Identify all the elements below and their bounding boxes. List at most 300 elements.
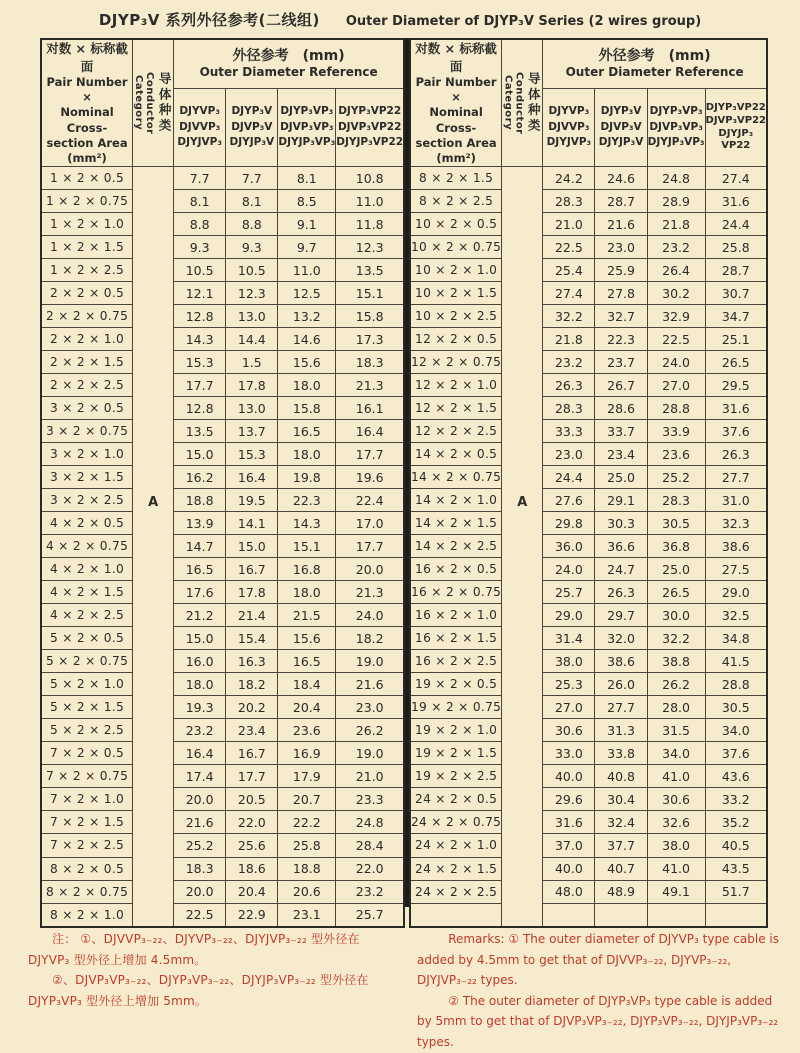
diameter-value-cell: 8.1 [174, 190, 226, 213]
pair-spec-cell: 14 × 2 × 0.75 [410, 466, 502, 489]
diameter-value-cell: 36.6 [595, 535, 647, 558]
pair-spec-cell: 5 × 2 × 0.75 [41, 650, 133, 673]
pair-spec-cell: 24 × 2 × 1.5 [410, 857, 502, 880]
diameter-value-cell [647, 903, 705, 927]
diameter-value-cell: 25.8 [278, 834, 336, 857]
diameter-value-cell: 11.0 [336, 190, 404, 213]
diameter-value-cell: 15.8 [278, 397, 336, 420]
diameter-value-cell: 26.3 [595, 581, 647, 604]
diameter-value-cell: 13.0 [226, 397, 278, 420]
diameter-value-cell: 21.6 [595, 213, 647, 236]
table-row [410, 535, 767, 558]
diameter-value-cell: 23.4 [226, 719, 278, 742]
diameter-value-cell: 9.7 [278, 236, 336, 259]
diameter-value-cell: 17.0 [336, 512, 404, 535]
pair-spec-cell: 16 × 2 × 1.5 [410, 627, 502, 650]
diameter-value-cell: 18.0 [174, 673, 226, 696]
diameter-value-cell: 38.8 [647, 650, 705, 673]
diameter-value-cell: 18.6 [226, 857, 278, 880]
diameter-value-cell: 23.0 [543, 443, 595, 466]
diameter-value-cell: 28.3 [543, 397, 595, 420]
diameter-value-cell: 18.8 [278, 857, 336, 880]
diameter-value-cell: 24.8 [336, 811, 404, 834]
diameter-value-cell: 15.0 [174, 443, 226, 466]
diameter-value-cell: 51.7 [705, 880, 767, 903]
diameter-value-cell: 23.0 [595, 236, 647, 259]
diameter-value-cell: 26.5 [705, 351, 767, 374]
left-table [40, 38, 405, 928]
diameter-value-cell: 18.8 [174, 489, 226, 512]
diameter-value-cell: 20.6 [278, 880, 336, 903]
pair-spec-cell: 5 × 2 × 2.5 [41, 719, 133, 742]
diameter-value-cell: 18.3 [174, 857, 226, 880]
diameter-value-cell: 12.3 [336, 236, 404, 259]
diameter-value-cell: 28.8 [705, 673, 767, 696]
table-row [410, 558, 767, 581]
diameter-value-cell: 27.4 [705, 167, 767, 190]
diameter-value-cell: 16.5 [278, 420, 336, 443]
diameter-value-cell: 12.3 [226, 282, 278, 305]
diameter-value-cell: 15.4 [226, 627, 278, 650]
diameter-value-cell: 13.9 [174, 512, 226, 535]
diameter-value-cell: 37.0 [543, 834, 595, 857]
diameter-value-cell: 27.7 [595, 696, 647, 719]
pair-spec-cell: 4 × 2 × 2.5 [41, 604, 133, 627]
diameter-value-cell: 31.0 [705, 489, 767, 512]
diameter-value-cell: 28.9 [647, 190, 705, 213]
diameter-value-cell: 18.2 [336, 627, 404, 650]
diameter-value-cell: 12.8 [174, 305, 226, 328]
diameter-value-cell: 26.5 [647, 581, 705, 604]
table-row [410, 880, 767, 903]
pair-spec-cell: 24 × 2 × 2.5 [410, 880, 502, 903]
pair-spec-cell: 4 × 2 × 0.5 [41, 512, 133, 535]
pair-spec-cell: 16 × 2 × 0.5 [410, 558, 502, 581]
diameter-value-cell: 23.7 [595, 351, 647, 374]
title-chinese: DJYP₃V 系列外径参考(二线组) [98, 11, 320, 29]
diameter-value-cell: 24.2 [543, 167, 595, 190]
diameter-value-cell: 33.3 [543, 420, 595, 443]
diameter-value-cell: 25.0 [647, 558, 705, 581]
title-english: Outer Diameter of DJYP₃V Series (2 wires group) [345, 14, 702, 29]
diameter-value-cell [543, 903, 595, 927]
diameter-value-cell: 31.4 [543, 627, 595, 650]
diameter-value-cell: 29.0 [705, 581, 767, 604]
diameter-value-cell: 41.0 [647, 857, 705, 880]
diameter-value-cell: 23.1 [278, 903, 336, 927]
pair-header-zh: 对数 × 标称截面 [46, 41, 128, 74]
pair-spec-cell: 8 × 2 × 0.75 [41, 880, 133, 903]
table-row [41, 581, 404, 604]
diameter-value-cell: 14.6 [278, 328, 336, 351]
right-table [409, 38, 768, 928]
table-row [410, 788, 767, 811]
table-row [41, 489, 404, 512]
diameter-value-cell: 14.7 [174, 535, 226, 558]
notes-chinese [28, 929, 403, 1053]
pair-spec-cell: 7 × 2 × 1.0 [41, 788, 133, 811]
pair-spec-cell: 3 × 2 × 0.75 [41, 420, 133, 443]
diameter-value-cell: 28.4 [336, 834, 404, 857]
table-row [410, 627, 767, 650]
table-row [41, 397, 404, 420]
diameter-value-cell: 24.8 [647, 167, 705, 190]
diameter-value-cell: 28.8 [647, 397, 705, 420]
pair-spec-cell: 19 × 2 × 0.75 [410, 696, 502, 719]
conductor-category-cell: A [133, 167, 174, 927]
diameter-value-cell: 21.6 [336, 673, 404, 696]
table-row [410, 374, 767, 397]
diameter-value-cell: 17.8 [226, 374, 278, 397]
diameter-value-cell: 29.6 [543, 788, 595, 811]
diameter-value-cell: 29.5 [705, 374, 767, 397]
table-row [41, 627, 404, 650]
diameter-value-cell: 9.3 [226, 236, 278, 259]
diameter-value-cell: 34.0 [705, 719, 767, 742]
pair-spec-cell: 7 × 2 × 0.5 [41, 742, 133, 765]
diameter-value-cell: 16.7 [226, 742, 278, 765]
pair-spec-cell: 2 × 2 × 2.5 [41, 374, 133, 397]
table-row [410, 903, 767, 927]
table-row [41, 420, 404, 443]
table-row [41, 604, 404, 627]
diameter-value-cell: 15.1 [336, 282, 404, 305]
pair-spec-cell: 2 × 2 × 0.5 [41, 282, 133, 305]
diameter-value-cell: 1.5 [226, 351, 278, 374]
pair-spec-cell: 12 × 2 × 0.75 [410, 351, 502, 374]
diameter-value-cell: 24.4 [543, 466, 595, 489]
pair-spec-cell: 4 × 2 × 1.0 [41, 558, 133, 581]
diameter-value-cell: 11.0 [278, 259, 336, 282]
diameter-value-cell: 33.0 [543, 742, 595, 765]
diameter-value-cell: 30.0 [647, 604, 705, 627]
diameter-value-cell: 23.0 [336, 696, 404, 719]
diameter-value-cell: 30.4 [595, 788, 647, 811]
diameter-value-cell: 8.1 [226, 190, 278, 213]
diameter-value-cell: 31.5 [647, 719, 705, 742]
table-row [41, 673, 404, 696]
page-title [0, 0, 800, 30]
diameter-value-cell: 17.8 [226, 581, 278, 604]
diameter-value-cell: 15.6 [278, 627, 336, 650]
diameter-value-cell: 27.7 [705, 466, 767, 489]
diameter-value-cell: 24.0 [647, 351, 705, 374]
conductor-header-zh: 导体种类 [526, 72, 542, 135]
diameter-value-cell: 37.6 [705, 420, 767, 443]
diameter-value-cell: 48.0 [543, 880, 595, 903]
diameter-value-cell: 28.0 [647, 696, 705, 719]
pair-spec-cell: 7 × 2 × 0.75 [41, 765, 133, 788]
diameter-value-cell: 21.0 [336, 765, 404, 788]
diameter-value-cell: 28.3 [543, 190, 595, 213]
pair-spec-cell: 19 × 2 × 1.5 [410, 742, 502, 765]
table-row [410, 512, 767, 535]
diameter-value-cell: 21.6 [174, 811, 226, 834]
diameter-value-cell: 25.0 [595, 466, 647, 489]
pair-spec-cell: 4 × 2 × 0.75 [41, 535, 133, 558]
diameter-value-cell: 26.0 [595, 673, 647, 696]
table-row [410, 650, 767, 673]
diameter-value-cell: 25.6 [226, 834, 278, 857]
diameter-value-cell: 16.5 [278, 650, 336, 673]
table-row [410, 443, 767, 466]
table-row [41, 328, 404, 351]
diameter-value-cell: 23.2 [336, 880, 404, 903]
diameter-value-cell: 28.3 [647, 489, 705, 512]
diameter-value-cell [705, 903, 767, 927]
diameter-value-cell: 17.9 [278, 765, 336, 788]
pair-spec-cell: 14 × 2 × 2.5 [410, 535, 502, 558]
table-row [410, 466, 767, 489]
pair-spec-cell: 16 × 2 × 2.5 [410, 650, 502, 673]
table-row [410, 489, 767, 512]
diameter-value-cell: 24.6 [595, 167, 647, 190]
diameter-value-cell: 17.3 [336, 328, 404, 351]
conductor-header-en: Conductor Category [502, 71, 525, 135]
table-row [41, 236, 404, 259]
diameter-value-cell: 16.4 [226, 466, 278, 489]
diameter-value-cell: 7.7 [226, 167, 278, 190]
diameter-value-cell: 23.4 [595, 443, 647, 466]
diameter-value-cell: 37.6 [705, 742, 767, 765]
pair-spec-cell: 16 × 2 × 1.0 [410, 604, 502, 627]
note-zh-1: 注： ①、DJVVP₃₋₂₂、DJYVP₃₋₂₂、DJYJVP₃₋₂₂ 型外径在 DJYVP₃ 型外径上增加 4.5mm。 [28, 931, 360, 967]
diameter-value-cell: 8.8 [174, 213, 226, 236]
diameter-value-cell: 22.3 [595, 328, 647, 351]
diameter-value-cell: 10.5 [174, 259, 226, 282]
pair-spec-cell: 10 × 2 × 0.5 [410, 213, 502, 236]
diameter-value-cell: 17.7 [336, 535, 404, 558]
pair-spec-cell: 24 × 2 × 1.0 [410, 834, 502, 857]
pair-spec-cell: 2 × 2 × 0.75 [41, 305, 133, 328]
diameter-value-cell: 26.3 [543, 374, 595, 397]
diameter-value-cell: 22.5 [647, 328, 705, 351]
diameter-value-cell: 17.7 [336, 443, 404, 466]
diameter-value-cell: 41.5 [705, 650, 767, 673]
diameter-value-cell: 38.6 [595, 650, 647, 673]
diameter-value-cell: 15.3 [174, 351, 226, 374]
diameter-value-cell: 22.5 [174, 903, 226, 927]
pair-spec-cell: 8 × 2 × 2.5 [410, 190, 502, 213]
diameter-value-cell: 20.2 [226, 696, 278, 719]
diameter-value-cell: 16.9 [278, 742, 336, 765]
pair-header-zh: 对数 × 标称截面 [415, 41, 497, 74]
diameter-value-cell: 25.1 [705, 328, 767, 351]
pair-spec-cell: 3 × 2 × 2.5 [41, 489, 133, 512]
diameter-value-cell: 40.0 [543, 765, 595, 788]
diameter-reference-tables [40, 38, 768, 923]
pair-spec-cell: 14 × 2 × 1.5 [410, 512, 502, 535]
diameter-value-cell: 25.8 [705, 236, 767, 259]
diameter-value-cell: 25.2 [174, 834, 226, 857]
diameter-value-cell: 33.8 [595, 742, 647, 765]
table-row [410, 696, 767, 719]
diameter-value-cell: 21.3 [336, 374, 404, 397]
diameter-value-cell: 31.6 [543, 811, 595, 834]
diameter-value-cell: 36.0 [543, 535, 595, 558]
table-row [410, 765, 767, 788]
diameter-value-cell: 25.4 [543, 259, 595, 282]
diameter-value-cell: 20.5 [226, 788, 278, 811]
table-row [41, 903, 404, 927]
table-row [410, 420, 767, 443]
table-row [410, 719, 767, 742]
diameter-value-cell: 8.5 [278, 190, 336, 213]
diameter-value-cell: 23.6 [647, 443, 705, 466]
diameter-value-cell: 12.5 [278, 282, 336, 305]
pair-spec-cell: 5 × 2 × 1.5 [41, 696, 133, 719]
diameter-value-cell: 32.4 [595, 811, 647, 834]
table-row [41, 719, 404, 742]
table-row [410, 328, 767, 351]
diameter-value-cell: 17.6 [174, 581, 226, 604]
diameter-value-cell: 19.3 [174, 696, 226, 719]
diameter-value-cell: 26.2 [647, 673, 705, 696]
diameter-value-cell: 20.4 [226, 880, 278, 903]
table-row [41, 374, 404, 397]
diameter-value-cell: 21.2 [174, 604, 226, 627]
table-row [41, 351, 404, 374]
diameter-value-cell: 22.0 [226, 811, 278, 834]
pair-number-header: 对数 × 标称截面 Pair Number × Nominal Cross- section Area (mm²) [410, 39, 502, 167]
diameter-value-cell: 49.1 [647, 880, 705, 903]
diameter-value-cell: 27.4 [543, 282, 595, 305]
diameter-value-cell: 13.0 [226, 305, 278, 328]
right-table-body [410, 167, 767, 927]
diameter-value-cell: 25.7 [543, 581, 595, 604]
diameter-value-cell: 7.7 [174, 167, 226, 190]
cable-type-header: DJYP₃VP22 DJVP₃VP22 DJYJP₃VP22 [336, 89, 404, 167]
pair-spec-cell: 12 × 2 × 2.5 [410, 420, 502, 443]
diameter-value-cell: 19.5 [226, 489, 278, 512]
diameter-value-cell: 14.3 [174, 328, 226, 351]
diameter-value-cell: 24.4 [705, 213, 767, 236]
diameter-value-cell: 21.3 [336, 581, 404, 604]
diameter-value-cell: 15.3 [226, 443, 278, 466]
table-row [410, 397, 767, 420]
pair-spec-cell: 10 × 2 × 1.0 [410, 259, 502, 282]
diameter-value-cell: 12.8 [174, 397, 226, 420]
table-row [410, 581, 767, 604]
cable-type-header: DJYVP₃ DJVVP₃ DJYJVP₃ [174, 89, 226, 167]
table-row [410, 742, 767, 765]
pair-spec-cell: 19 × 2 × 0.5 [410, 673, 502, 696]
diameter-value-cell: 25.7 [336, 903, 404, 927]
diameter-value-cell: 29.0 [543, 604, 595, 627]
pair-spec-cell: 2 × 2 × 1.5 [41, 351, 133, 374]
pair-spec-cell: 10 × 2 × 1.5 [410, 282, 502, 305]
diameter-value-cell: 22.2 [278, 811, 336, 834]
diameter-value-cell: 29.8 [543, 512, 595, 535]
diameter-value-cell: 40.8 [595, 765, 647, 788]
conductor-category-header [502, 39, 543, 167]
table-row [41, 811, 404, 834]
table-row [410, 305, 767, 328]
diameter-value-cell: 27.0 [543, 696, 595, 719]
pair-spec-cell: 12 × 2 × 1.0 [410, 374, 502, 397]
diameter-value-cell: 48.9 [595, 880, 647, 903]
diameter-value-cell: 43.5 [705, 857, 767, 880]
diameter-value-cell: 33.9 [647, 420, 705, 443]
diameter-value-cell: 16.0 [174, 650, 226, 673]
diameter-value-cell: 19.0 [336, 650, 404, 673]
diameter-value-cell: 17.7 [174, 374, 226, 397]
diameter-value-cell: 31.3 [595, 719, 647, 742]
diameter-value-cell: 31.6 [705, 397, 767, 420]
diameter-value-cell: 23.2 [647, 236, 705, 259]
table-row [41, 259, 404, 282]
conductor-category-header [133, 39, 174, 167]
table-row [410, 167, 767, 190]
note-zh-2: ②、DJVP₃VP₃₋₂₂、DJYP₃VP₃₋₂₂、DJYJP₃VP₃₋₂₂ 型外径在 DJYP₃VP₃ 型外径上增加 5mm。 [28, 973, 369, 1008]
table-row [41, 765, 404, 788]
diameter-value-cell: 19.0 [336, 742, 404, 765]
diameter-value-cell: 30.6 [543, 719, 595, 742]
table-row [41, 650, 404, 673]
diameter-value-cell: 16.4 [336, 420, 404, 443]
table-row [41, 443, 404, 466]
cable-type-header: DJYP₃VP22 DJVP₃VP22 DJYJP₃ VP22 [705, 89, 767, 167]
diameter-value-cell: 32.0 [595, 627, 647, 650]
pair-spec-cell: 3 × 2 × 1.0 [41, 443, 133, 466]
diameter-value-cell: 10.5 [226, 259, 278, 282]
diameter-value-cell: 21.8 [543, 328, 595, 351]
diameter-value-cell: 35.2 [705, 811, 767, 834]
diameter-value-cell: 13.5 [336, 259, 404, 282]
diameter-value-cell: 8.8 [226, 213, 278, 236]
diameter-value-cell [595, 903, 647, 927]
table-row [41, 558, 404, 581]
diameter-value-cell: 32.2 [647, 627, 705, 650]
diameter-value-cell: 15.0 [226, 535, 278, 558]
diameter-value-cell: 31.6 [705, 190, 767, 213]
diameter-value-cell: 36.8 [647, 535, 705, 558]
pair-spec-cell: 1 × 2 × 0.75 [41, 190, 133, 213]
diameter-value-cell: 21.0 [543, 213, 595, 236]
diameter-value-cell: 28.7 [595, 190, 647, 213]
pair-spec-cell: 1 × 2 × 1.5 [41, 236, 133, 259]
diameter-value-cell: 16.3 [226, 650, 278, 673]
diameter-value-cell: 22.5 [543, 236, 595, 259]
diameter-value-cell: 25.9 [595, 259, 647, 282]
diameter-value-cell: 18.4 [278, 673, 336, 696]
diameter-value-cell: 30.5 [705, 696, 767, 719]
table-row [410, 190, 767, 213]
diameter-value-cell: 22.3 [278, 489, 336, 512]
conductor-category-cell: A [502, 167, 543, 927]
diameter-value-cell: 14.1 [226, 512, 278, 535]
pair-spec-cell: 4 × 2 × 1.5 [41, 581, 133, 604]
diameter-value-cell: 24.7 [595, 558, 647, 581]
pair-spec-cell: 24 × 2 × 0.5 [410, 788, 502, 811]
diameter-value-cell: 24.0 [543, 558, 595, 581]
diameter-value-cell: 15.0 [174, 627, 226, 650]
table-row [41, 213, 404, 236]
diameter-value-cell: 27.8 [595, 282, 647, 305]
diameter-value-cell: 16.1 [336, 397, 404, 420]
diameter-value-cell: 20.7 [278, 788, 336, 811]
diameter-value-cell: 15.1 [278, 535, 336, 558]
pair-number-header: 对数 × 标称截面 Pair Number × Nominal Cross- section Area (mm²) [41, 39, 133, 167]
pair-spec-cell: 3 × 2 × 1.5 [41, 466, 133, 489]
notes-section [28, 929, 790, 1053]
left-table-body [41, 167, 404, 927]
table-row [410, 811, 767, 834]
diameter-value-cell: 13.2 [278, 305, 336, 328]
diameter-value-cell: 21.5 [278, 604, 336, 627]
diameter-value-cell: 32.9 [647, 305, 705, 328]
diameter-value-cell: 33.2 [705, 788, 767, 811]
